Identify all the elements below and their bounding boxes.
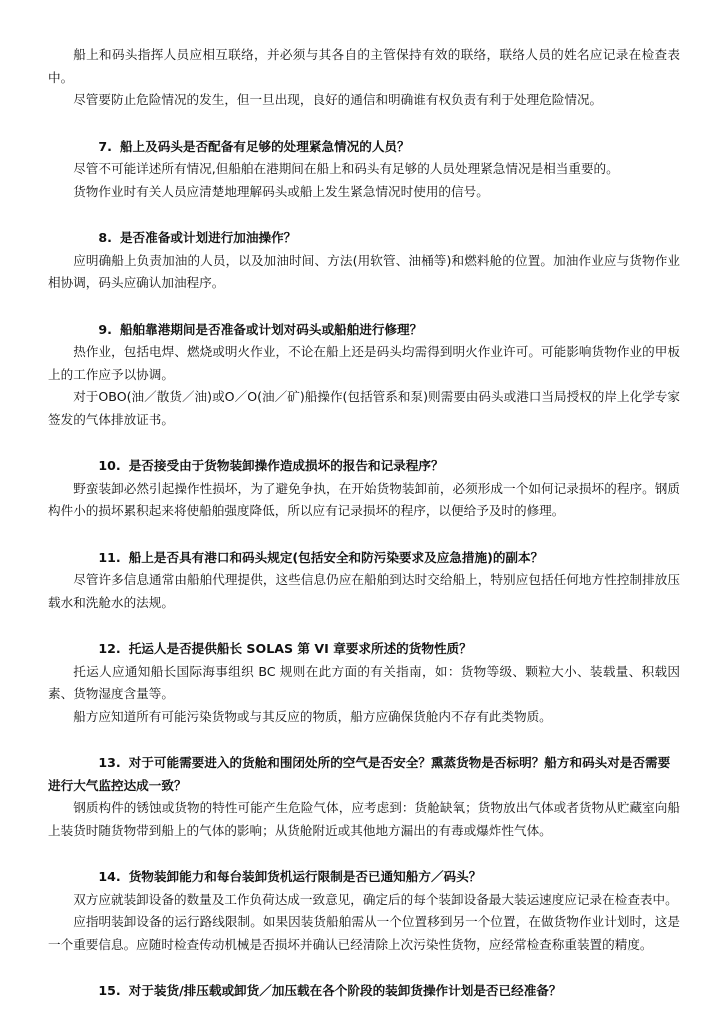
question-heading <box>48 980 680 1003</box>
question-heading <box>48 227 680 250</box>
question-heading <box>48 638 680 661</box>
paragraph: 钢质构件的锈蚀或货物的特性可能产生危险气体，应考虑到：货舱缺氧；货物放出气体或者货物从贮藏室向船上装货时随货物带到船上的气体的影响；从货舱附近或其他地方漏出的有毒或爆炸性气体。 <box>48 800 680 838</box>
paragraph: 尽管不可能详述所有情况,但船舶在港期间在船上和码头有足够的人员处理紧急情况是相当重要的。 <box>73 161 619 176</box>
question-number: 12. <box>98 641 121 656</box>
section-13 <box>48 752 680 842</box>
question-heading <box>48 136 680 159</box>
paragraph: 船上和码头指挥人员应相互联络，并必须与其各自的主管保持有效的联络，联络人员的姓名应记录在检查表中。 <box>48 47 680 85</box>
question-text: 是否准备或计划进行加油操作？ <box>119 230 297 245</box>
section-7 <box>48 136 680 204</box>
question-number: 14. <box>98 869 121 884</box>
question-number: 13. <box>98 755 121 770</box>
question-heading <box>48 455 680 478</box>
paragraph: 双方应就装卸设备的数量及工作负荷达成一致意见，确定后的每个装卸设备最大装运速度应记录在检查表中。 <box>73 891 678 907</box>
question-text: 船上及码头是否配备有足够的处理紧急情况的人员？ <box>119 138 410 154</box>
section-11 <box>48 547 680 615</box>
paragraph: 货物作业时有关人员应清楚地理解码头或船上发生紧急情况时使用的信号。 <box>73 183 489 199</box>
paragraph: 尽管许多信息通常由船舶代理提供，这些信息仍应在船舶到达时交给船上，特别应包括任何地方性控制排放压载水和洗舱水的法规。 <box>48 572 680 610</box>
question-heading <box>48 866 680 889</box>
question-number: 8. <box>98 230 112 245</box>
question-number: 9. <box>98 321 112 337</box>
question-heading <box>48 752 680 797</box>
section-10 <box>48 455 680 523</box>
question-text: 货物装卸能力和每台装卸货机运行限制是否已通知船方／码头？ <box>128 869 482 884</box>
section-14 <box>48 866 680 956</box>
document-page <box>48 44 680 1003</box>
paragraph: 热作业，包括电焊、燃烧或明火作业，不论在船上还是码头均需得到明火作业许可。可能影响货物作业的甲板上的工作应予以协调。 <box>48 344 680 382</box>
section-9 <box>48 319 680 432</box>
question-text: 对于可能需要进入的货舱和围闭处所的空气是否安全？熏蒸货物是否标明？船方和码头对是否需要进行大气监控达成一致？ <box>48 755 671 793</box>
section-12 <box>48 638 680 728</box>
question-number: 15. <box>98 983 121 998</box>
question-number: 7. <box>98 138 112 154</box>
paragraph: 船方应知道所有可能污染货物或与其反应的物质，船方应确保货舱内不存有此类物质。 <box>73 708 552 724</box>
paragraph: 应明确船上负责加油的人员，以及加油时间、方法(用软管、油桶等)和燃料舱的位置。加油作业应与货物作业相协调，码头应确认加油程序。 <box>48 252 680 290</box>
section-8 <box>48 227 680 295</box>
paragraph: 应指明装卸设备的运行路线限制。如果因装货船舶需从一个位置移到另一个位置，在做货物作业计划时，这是一个重要信息。应随时检查传动机械是否损坏并确认已经清除上次污染性货物，应经常检查称重装置的精度。 <box>48 914 680 952</box>
question-text: 船舶靠港期间是否准备或计划对码头或船舶进行修理？ <box>119 321 423 337</box>
question-text: 是否接受由于货物装卸操作造成损坏的报告和记录程序？ <box>128 458 444 473</box>
question-heading <box>48 547 680 570</box>
question-number: 10. <box>98 458 121 473</box>
paragraph: 对于OBO(油／散货／油)或O／O(油／矿)船操作(包括管系和泵)则需要由码头或港口当局授权的岸上化学专家签发的气体排放证书。 <box>48 389 680 427</box>
question-text: 托运人是否提供船长 SOLAS 第 VI 章要求所述的货物性质？ <box>128 641 472 656</box>
question-text: 船上是否具有港口和码头规定(包括安全和防污染要求及应急措施)的副本？ <box>128 549 544 565</box>
paragraph: 托运人应通知船长国际海事组织 BC 规则在此方面的有关指南，如：货物等级、颗粒大小、装载量、积载因素、货物湿度含量等。 <box>48 663 680 701</box>
intro-section <box>48 44 680 112</box>
paragraph: 野蛮装卸必然引起操作性损坏，为了避免争执，在开始货物装卸前，必须形成一个如何记录损坏的程序。钢质构件小的损坏累积起来将使船舶强度降低，所以应有记录损坏的程序，以便给予及时的修理。 <box>48 480 680 518</box>
question-text: 对于装货/排压载或卸货／加压载在各个阶段的装卸货操作计划是否已经准备？ <box>128 983 562 998</box>
question-heading <box>48 319 680 342</box>
section-15 <box>48 980 680 1003</box>
paragraph: 尽管要防止危险情况的发生，但一旦出现，良好的通信和明确谁有权负责有利于处理危险情况。 <box>73 92 603 107</box>
question-number: 11. <box>98 549 121 565</box>
